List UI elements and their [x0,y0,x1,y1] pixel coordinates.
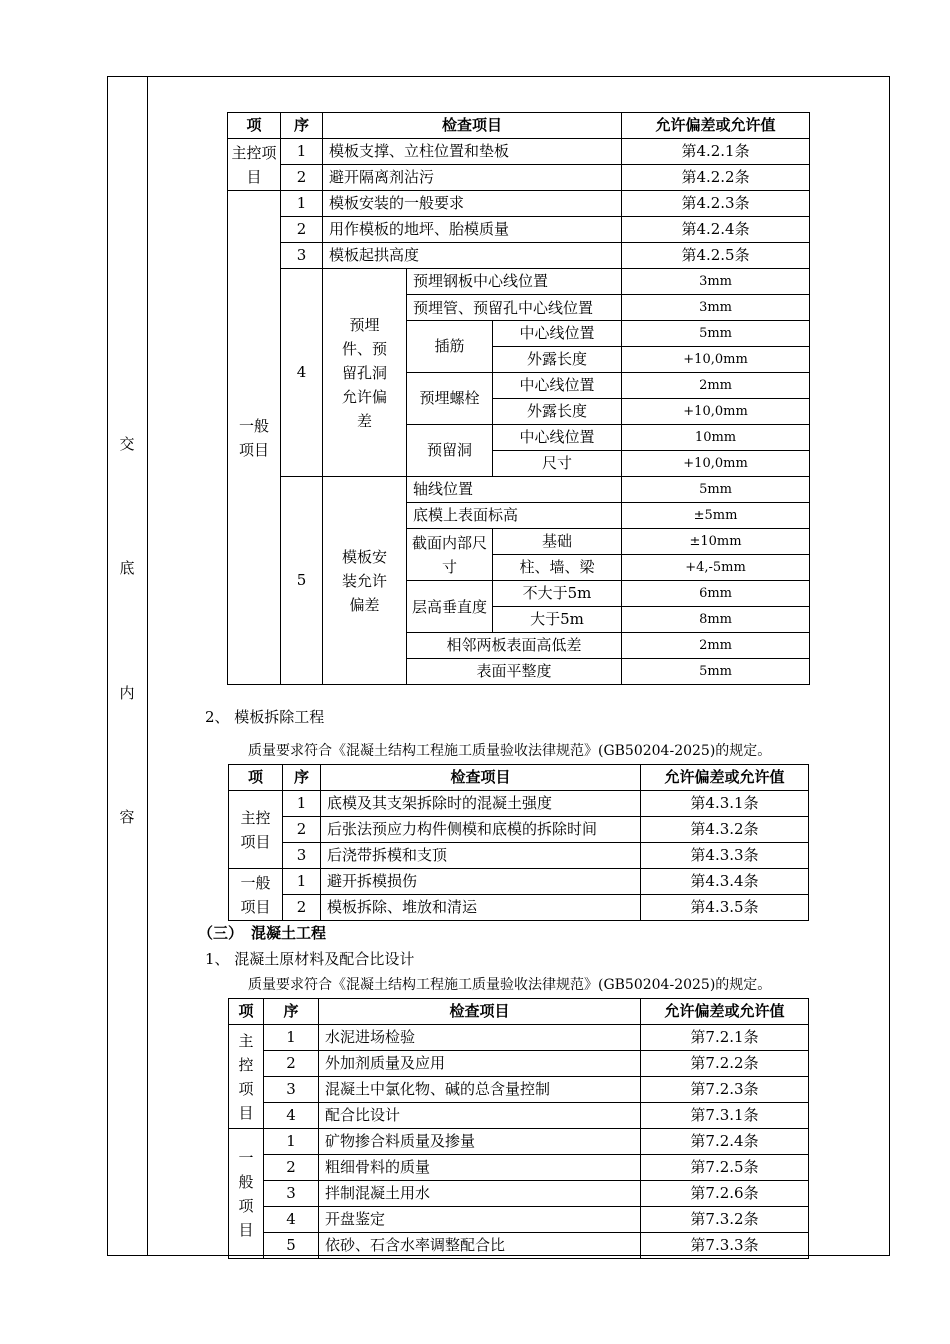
row-value: 第4.2.3条 [622,191,810,217]
sub-item-name: 不大于5m [493,581,622,607]
table-header-row [229,765,809,791]
row-seq: 2 [283,817,321,843]
row-name: 模板安装允许偏差 [323,477,407,685]
sub-item-name: 表面平整度 [407,659,622,685]
header-allow: 允许偏差或允许值 [641,999,809,1025]
formwork-removal-table [228,764,809,921]
sub-item-name: 外露长度 [493,347,622,373]
row-seq: 3 [281,243,323,269]
row-seq: 3 [283,843,321,869]
row-seq: 3 [264,1181,319,1207]
sub-item-name: 相邻两板表面高低差 [407,633,622,659]
row-name: 水泥进场检验 [319,1025,641,1051]
row-value: 第7.2.4条 [641,1129,809,1155]
row-name: 依砂、石含水率调整配合比 [319,1233,641,1259]
table-row [229,869,809,895]
table-row [228,217,810,243]
row-value: 第7.2.2条 [641,1051,809,1077]
row-seq: 2 [264,1051,319,1077]
sub-item-name: 基础 [493,529,622,555]
general-group-label: 一般项目 [228,191,281,685]
header-check: 检查项目 [319,999,641,1025]
sub-group-name: 层高垂直度 [407,581,493,633]
sub-group-name: 预留洞 [407,425,493,477]
sub-item-name: 外露长度 [493,399,622,425]
row-name: 拌制混凝土用水 [319,1181,641,1207]
row-name: 底模及其支架拆除时的混凝土强度 [321,791,641,817]
sub-item-name: 中心线位置 [493,425,622,451]
table-row [229,843,809,869]
header-allow: 允许偏差或允许值 [641,765,809,791]
table-row [229,1129,809,1155]
header-seq: 序 [281,113,323,139]
header-seq: 序 [264,999,319,1025]
row-name: 矿物掺合料质量及掺量 [319,1129,641,1155]
frame-divider [147,76,148,1256]
sub-group-name: 插筋 [407,321,493,373]
row-value: 第7.3.1条 [641,1103,809,1129]
row-name: 后张法预应力构件侧模和底模的拆除时间 [321,817,641,843]
row-seq: 1 [264,1025,319,1051]
sub-group-name: 截面内部尺寸 [407,529,493,581]
table-row [229,1051,809,1077]
sub-item-name: 中心线位置 [493,321,622,347]
table-row [228,243,810,269]
row-value: 第4.3.2条 [641,817,809,843]
sub-group-name: 预埋螺栓 [407,373,493,425]
sub-item-value: +10,0mm [622,399,810,425]
section-number: （三） [198,924,244,942]
main-group-label: 主控项目 [229,1025,264,1129]
row-seq: 2 [281,217,323,243]
sub-item-value: +4,-5mm [622,555,810,581]
row-seq: 2 [264,1155,319,1181]
requirement-text: 质量要求符合《混凝土结构工程施工质量验收法律规范》(GB50204-2025)的规定。 [248,977,772,993]
row-seq: 5 [281,477,323,685]
row-seq: 1 [264,1129,319,1155]
side-label-char: 容 [119,808,135,826]
row-value: 第4.2.2条 [622,165,810,191]
sub-item-name: 轴线位置 [407,477,622,503]
table-row [229,1233,809,1259]
row-value: 第4.2.1条 [622,139,810,165]
side-label-char: 交 [119,435,135,453]
row-name: 避开拆模损伤 [321,869,641,895]
header-item: 项 [228,113,281,139]
row-value: 第4.3.3条 [641,843,809,869]
table-row [229,791,809,817]
sub-item-name: 大于5m [493,607,622,633]
row-value: 第4.2.5条 [622,243,810,269]
row-name: 粗细骨料的质量 [319,1155,641,1181]
table-row [229,817,809,843]
row-seq: 1 [283,869,321,895]
table-row [229,1077,809,1103]
row-value: 第7.2.1条 [641,1025,809,1051]
formwork-install-table [227,112,810,685]
row-value: 第7.2.5条 [641,1155,809,1181]
row-name: 配合比设计 [319,1103,641,1129]
header-item: 项 [229,999,264,1025]
row-value: 第4.2.4条 [622,217,810,243]
row-value: 第4.3.5条 [641,895,809,921]
row-name: 模板起拱高度 [323,243,622,269]
table-row [229,1207,809,1233]
sub-item-name: 预埋钢板中心线位置 [407,269,622,295]
sub-item-value: 5mm [622,659,810,685]
header-seq: 序 [283,765,321,791]
row-name: 预埋件、预留孔洞允许偏差 [323,269,407,477]
header-check: 检查项目 [323,113,622,139]
row-value: 第7.3.2条 [641,1207,809,1233]
sub-item-name: 尺寸 [493,451,622,477]
sub-item-name: 预埋管、预留孔中心线位置 [407,295,622,321]
row-seq: 4 [264,1207,319,1233]
table-row [228,477,810,503]
table-row [229,1103,809,1129]
table-row [229,895,809,921]
sub-item-value: ±10mm [622,529,810,555]
row-seq: 1 [281,139,323,165]
sub-item-value: 5mm [622,321,810,347]
concrete-materials-table [228,998,809,1259]
sub-item-value: ±5mm [622,503,810,529]
side-label-char: 底 [119,559,135,577]
row-name: 混凝土中氯化物、碱的总含量控制 [319,1077,641,1103]
table-header-row [228,113,810,139]
section-title: 混凝土工程 [251,924,327,942]
table-row [229,1181,809,1207]
table-header-row [229,999,809,1025]
sub-item-name: 中心线位置 [493,373,622,399]
sub-item-value: 8mm [622,607,810,633]
section-heading [198,922,326,943]
row-name: 避开隔离剂沾污 [323,165,622,191]
sub-item-value: 2mm [622,373,810,399]
sub-item-name: 底模上表面标高 [407,503,622,529]
general-group-label: 一般项目 [229,1129,264,1259]
header-check: 检查项目 [321,765,641,791]
row-value: 第4.3.4条 [641,869,809,895]
table-row [229,1155,809,1181]
row-value: 第7.2.6条 [641,1181,809,1207]
sub-item-value: 6mm [622,581,810,607]
requirement-text: 质量要求符合《混凝土结构工程施工质量验收法律规范》(GB50204-2025)的规定。 [248,743,772,759]
main-group-label: 主控项目 [228,139,281,191]
sub-item-value: 3mm [622,269,810,295]
table-row [228,139,810,165]
row-seq: 3 [264,1077,319,1103]
table-row [228,165,810,191]
sub-item-value: 5mm [622,477,810,503]
sub-item-name: 柱、墙、梁 [493,555,622,581]
sub-item-value: +10,0mm [622,451,810,477]
row-seq: 5 [264,1233,319,1259]
row-name: 开盘鉴定 [319,1207,641,1233]
section-heading: 2、 模板拆除工程 [205,708,325,726]
sub-item-value: 2mm [622,633,810,659]
header-item: 项 [229,765,283,791]
row-name: 用作模板的地坪、胎模质量 [323,217,622,243]
sub-item-value: 10mm [622,425,810,451]
general-group-label: 一般项目 [229,869,283,921]
row-seq: 2 [281,165,323,191]
row-value: 第7.2.3条 [641,1077,809,1103]
main-group-label: 主控项目 [229,791,283,869]
table-row [228,191,810,217]
subsection-heading: 1、 混凝土原材料及配合比设计 [205,950,415,968]
table-row [229,1025,809,1051]
side-label-char: 内 [119,684,135,702]
row-value: 第7.3.3条 [641,1233,809,1259]
row-name: 模板安装的一般要求 [323,191,622,217]
row-seq: 4 [281,269,323,477]
sub-item-value: 3mm [622,295,810,321]
row-name: 模板支撑、立柱位置和垫板 [323,139,622,165]
row-seq: 1 [281,191,323,217]
row-name: 后浇带拆模和支顶 [321,843,641,869]
row-seq: 4 [264,1103,319,1129]
row-name: 模板拆除、堆放和清运 [321,895,641,921]
row-value: 第4.3.1条 [641,791,809,817]
table-row [228,269,810,295]
sub-item-value: +10,0mm [622,347,810,373]
row-seq: 1 [283,791,321,817]
header-allow: 允许偏差或允许值 [622,113,810,139]
row-seq: 2 [283,895,321,921]
row-name: 外加剂质量及应用 [319,1051,641,1077]
